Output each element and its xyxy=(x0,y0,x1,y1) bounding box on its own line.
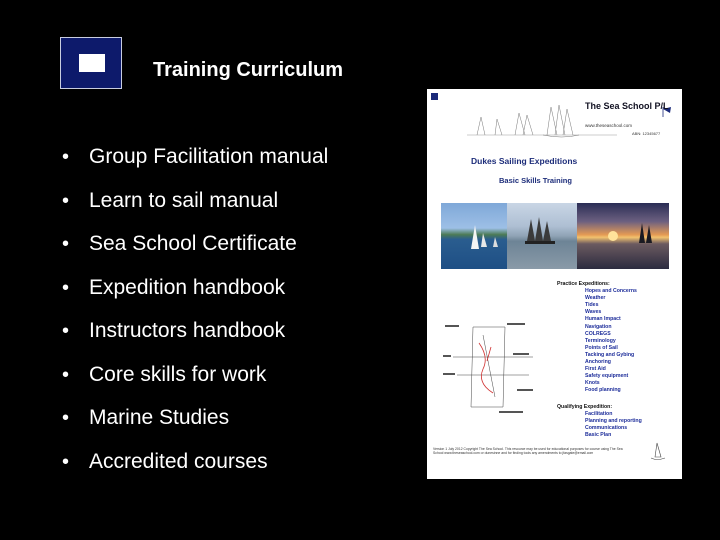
list-item: Terminology xyxy=(585,337,616,344)
org-url: www.theseaschool.com xyxy=(585,123,633,128)
list-item: • Expedition handbook xyxy=(62,275,286,299)
slide-title: Training Curriculum xyxy=(153,59,344,81)
list-item: Hopes and Concerns xyxy=(585,288,637,295)
bullet-list xyxy=(62,144,328,492)
list-item: • Core skills for work xyxy=(62,362,267,386)
list-item: First Aid xyxy=(585,366,606,373)
list-item: • Instructors handbook xyxy=(62,319,286,342)
tall-ship-photo xyxy=(507,203,577,269)
org-abn: ABN: 12345677 xyxy=(632,131,661,136)
list-item: Safety equipment xyxy=(585,373,629,380)
bullet-icon: • xyxy=(62,407,70,429)
sailboat-icon xyxy=(645,439,669,463)
bullet-icon: • xyxy=(62,233,70,255)
list-item: • Marine Studies xyxy=(62,406,230,429)
list-item: Food planning xyxy=(585,387,621,394)
bullet-icon: • xyxy=(62,320,70,342)
blue-flag-logo xyxy=(60,37,122,89)
list-item: Tacking and Gybing xyxy=(585,351,635,358)
list-item: • Learn to sail manual xyxy=(62,188,279,212)
list-item: Planning and reporting xyxy=(585,417,642,424)
list-item: Anchoring xyxy=(585,359,611,366)
doc-footer: Version 1 July 2012 Copyright The Sea School. This resource may be used for educational purposes for course using The Sea School www.theseaschool.com or dunesinne and for finding tools any amendments to jfasgate@email.com xyxy=(433,447,623,456)
list-item: • Sea School Certificate xyxy=(62,232,297,255)
list-item: Weather xyxy=(585,295,606,302)
curriculum-document-thumbnail xyxy=(427,89,682,479)
list-item: Knots xyxy=(585,380,600,387)
sunset-ship-photo xyxy=(577,203,669,269)
doc-heading: Dukes Sailing Expeditions xyxy=(471,156,578,166)
bullet-icon: • xyxy=(62,363,70,386)
list-item: Points of Sail xyxy=(585,344,618,351)
list-item: Tides xyxy=(585,302,599,309)
topics-list xyxy=(557,281,642,439)
org-name: The Sea School P/L xyxy=(585,101,669,111)
sailboats-bay-photo xyxy=(441,203,507,269)
bullet-icon: • xyxy=(62,146,70,168)
doc-corner-mark xyxy=(431,93,438,100)
list-item: Basic Plan xyxy=(585,431,612,438)
doc-subheading: Basic Skills Training xyxy=(499,176,572,185)
list-item: Facilitation xyxy=(585,410,613,417)
points-of-sail-diagram-icon xyxy=(443,317,543,417)
bullet-icon: • xyxy=(62,276,70,299)
list-item: Navigation xyxy=(585,323,612,330)
list-item: Waves xyxy=(585,309,602,316)
list-item: Communications xyxy=(585,424,628,431)
qualifying-heading: Qualifying Expedition: xyxy=(557,403,613,410)
practice-heading: Practice Expeditions: xyxy=(557,281,610,287)
list-item: • Accredited courses xyxy=(62,449,268,473)
bullet-icon: • xyxy=(62,450,70,473)
photo-strip xyxy=(441,203,669,269)
list-item: Human Impact xyxy=(585,316,621,323)
list-item: COLREGS xyxy=(585,330,611,337)
list-item: • Group Facilitation manual xyxy=(62,145,329,168)
bullet-icon: • xyxy=(62,189,70,212)
